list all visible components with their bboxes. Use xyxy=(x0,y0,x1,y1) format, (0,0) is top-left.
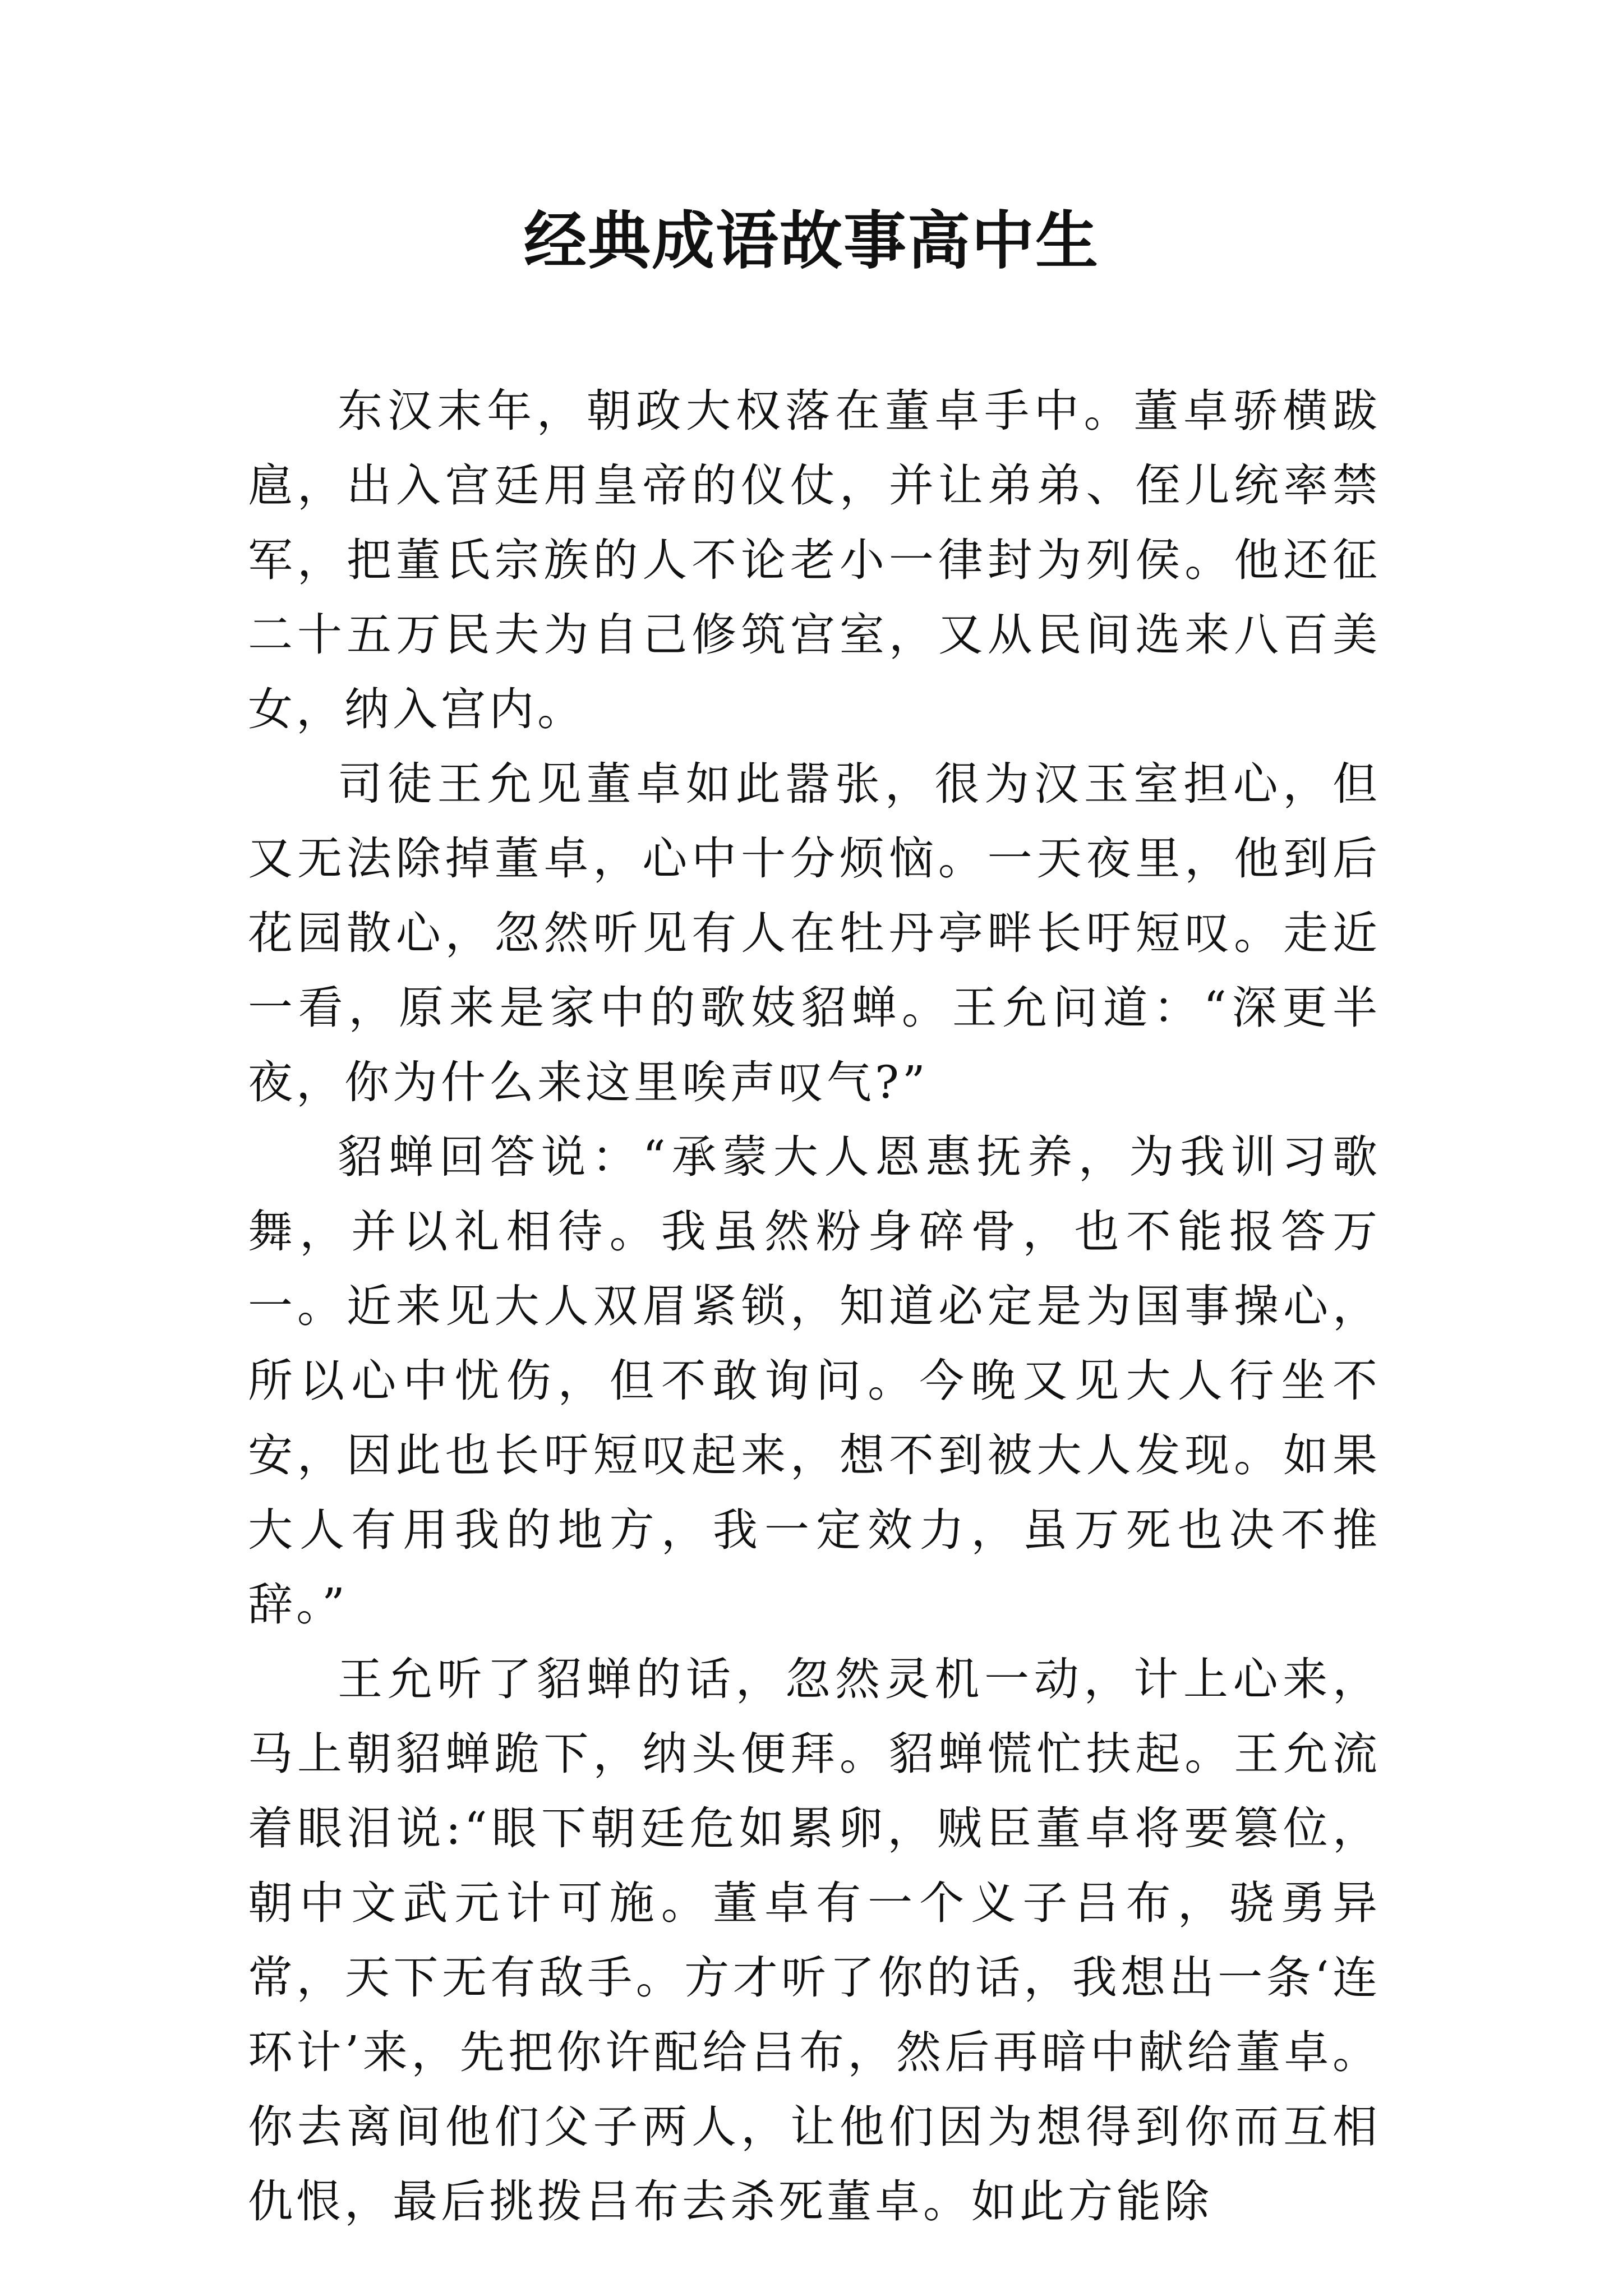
paragraph-1: 东汉末年，朝政大权落在董卓手中。董卓骄横跋扈，出入宫廷用皇帝的仪仗，并让弟弟、侄儿统率禁军，把董氏宗族的人不论老小一律封为列侯。他还征二十五万民夫为自己修筑宫室，又从民间选来八百美女，纳入宫内。 xyxy=(248,385,1381,735)
document-title: 经典成语故事高中生 xyxy=(524,204,1099,278)
document-body xyxy=(248,374,1381,2239)
paragraph-3: 貂蝉回答说：“承蒙大人恩惠抚养，为我训习歌舞，并以礼相待。我虽然粉身碎骨，也不能报答万一。近来见大人双眉紧锁，知道必定是为国事操心，所以心中忧伤，但不敢询问。今晚又见大人行坐不安，因此也长吁短叹起来，想不到被大人发现。如果大人有用我的地方，我一定效力，虽万死也决不推辞。” xyxy=(248,1131,1381,1631)
paragraph-4: 王允听了貂蝉的话，忽然灵机一动，计上心来，马上朝貂蝉跪下，纳头便拜。貂蝉慌忙扶起。王允流着眼泪说:“眼下朝廷危如累卵，贼臣董卓将要篡位，朝中文武元计可施。董卓有一个义子吕布，骁勇异常，天下无有敌手。方才听了你的话，我想出一条‘连环计’来，先把你许配给吕布，然后再暗中献给董卓。你去离间他们父子两人，让他们因为想得到你而互相仇恨，最后挑拨吕布去杀死董卓。如此方能除 xyxy=(248,1653,1381,2228)
paragraph-2: 司徒王允见董卓如此嚣张，很为汉玉室担心，但又无法除掉董卓，心中十分烦恼。一天夜里，他到后花园散心，忽然听见有人在牡丹亭畔长吁短叹。走近一看，原来是家中的歌妓貂蝉。王允问道：“深更半夜，你为什么来这里唉声叹气?” xyxy=(248,758,1381,1108)
